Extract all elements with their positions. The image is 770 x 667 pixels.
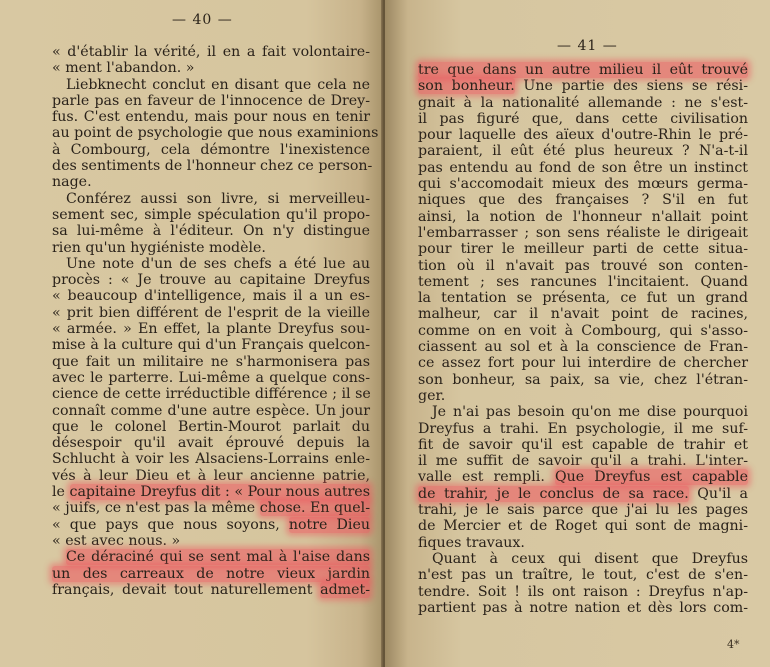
text-line: ce assez fort pour lui interdire de chercher xyxy=(418,355,748,372)
text-line: niques que des françaises ? S'il en fut xyxy=(418,192,748,209)
text-line xyxy=(418,62,748,78)
highlighted-text: chose. En quel- xyxy=(259,500,370,517)
text-line: connaît comme d'une autre espèce. Un jour xyxy=(52,402,370,419)
text-line: à Combourg, cela démontre l'inexistence xyxy=(52,141,370,158)
text-line: « prit bien différent de l'esprit de la vieille xyxy=(52,304,370,321)
text-fragment: Qu'il a xyxy=(688,485,748,502)
text-line xyxy=(52,484,370,500)
text-line: ainsi, la notion de l'honneur n'allait point xyxy=(418,208,748,225)
text-line: tendre. Soit ! ils ont raison : Dreyfus n'ap- xyxy=(418,583,748,600)
text-line: l'embarrasser ; son sens réaliste le dirigeait xyxy=(418,224,748,241)
text-line: gnait à la nationalité allemande : ne s'est- xyxy=(418,94,748,111)
text-line: avec le parterre. Lui-même a quelque cons- xyxy=(52,369,370,386)
highlighted-text: un des carreaux de notre vieux jardin xyxy=(52,565,370,582)
text-line: ciassent au sol et à la conscience de Fran- xyxy=(418,339,748,356)
text-line: « beaucoup d'intelligence, mais il a un es- xyxy=(52,288,370,305)
text-line xyxy=(418,469,748,485)
text-line: Liebknecht conclut en disant que cela ne xyxy=(66,76,370,93)
text-line: malheur, car il n'avait point de racines, xyxy=(418,306,748,323)
text-line xyxy=(52,582,370,598)
text-line xyxy=(52,500,370,516)
highlighted-text: tre que dans un autre milieu il eût trouvé xyxy=(418,62,748,78)
text-line: il me suffit de savoir qu'il a trahi. L'inter- xyxy=(418,453,748,470)
text-line: procès : « Je trouve au capitaine Dreyfus xyxy=(52,272,370,289)
text-line: pas entendu au fond de son être un instinct xyxy=(418,159,748,176)
text-line: de Mercier et de Roget qui sont de magni- xyxy=(418,518,748,535)
text-line: fus. C'est entendu, mais pour nous en tenir xyxy=(52,109,370,126)
text-line: que le colonel Bertin-Mourot parlait du xyxy=(52,418,370,435)
text-line: « armée. » En effet, la plante Dreyfus sou- xyxy=(52,321,370,338)
text-line: tion où il n'avait pas trouvé son conten- xyxy=(418,257,748,274)
text-line: rien qu'un hygiéniste modèle. xyxy=(52,239,266,256)
text-line: ger. xyxy=(418,387,446,404)
text-line: Schlucht à voir les Alsaciens-Lorrains enle- xyxy=(52,451,370,468)
text-line: n'est pas un traître, le tout, c'est de s'en- xyxy=(418,567,748,584)
text-line: tement ; ses rancunes l'incitaient. Quand xyxy=(418,273,748,290)
text-line xyxy=(52,533,370,549)
text-line: la tentation se présenta, ce fut un grand xyxy=(418,290,748,307)
text-line: qui s'accomodait mieux des mœurs germa- xyxy=(418,176,748,193)
text-line: « ment l'abandon. » xyxy=(52,60,195,77)
text-line: nage. xyxy=(52,174,92,191)
text-line: fit de savoir qu'il est capable de trahir et xyxy=(418,436,748,453)
text-line: son bonheur, sa paix, sa vie, chez l'étran- xyxy=(418,371,748,388)
highlighted-text: Ce déraciné qui se sent mal à l'aise dans xyxy=(66,549,370,566)
signature-mark: 4* xyxy=(727,638,740,651)
text-fragment: valle est rempli. xyxy=(418,469,555,486)
text-line: au point de psychologie que nous examinions xyxy=(52,125,379,142)
text-line: mise à la culture qui d'un Français quelcon- xyxy=(52,337,370,354)
text-line: parle pas en faveur de l'innocence de Drey- xyxy=(52,92,370,109)
text-line: il pas figuré que, dans cette civilisation xyxy=(418,110,748,127)
highlighted-text: de trahir, je le conclus de sa race. xyxy=(418,485,689,502)
right-page-text xyxy=(418,62,748,616)
text-line: Dreyfus a trahi. En psychologie, il me suf- xyxy=(418,420,748,437)
left-page-text xyxy=(52,44,379,598)
text-line: partient pas à notre nation et dès lors com- xyxy=(418,599,748,616)
text-line: des sentiments de l'honneur chez ce person- xyxy=(52,158,373,175)
text-line xyxy=(418,486,748,502)
text-line: cience de cette irréductible différence ; il se xyxy=(52,386,371,403)
text-line: désespoir qu'il avait éprouvé depuis la xyxy=(52,435,370,452)
text-fragment: « que pays que nous soyons, xyxy=(52,516,289,533)
page-number: — 40 — xyxy=(172,12,233,28)
highlighted-text: admet- xyxy=(320,581,370,598)
text-line: Conférez aussi son livre, si merveilleu- xyxy=(66,190,370,207)
text-line: Je n'ai pas besoin qu'on me dise pourquoi xyxy=(432,404,748,421)
text-line: pour tirer le meilleur parti de cette situa- xyxy=(418,241,748,258)
text-line: vés à leur Dieu et à leur ancienne patrie, xyxy=(52,467,370,484)
text-line: sa lui-même à l'éditeur. On n'y distingue xyxy=(52,223,370,240)
text-line xyxy=(418,78,748,94)
text-line: « d'établir la vérité, il en a fait volontaire- xyxy=(52,44,370,60)
text-line: paraient, il eût été plus heureux ? N'a-t-il xyxy=(418,143,748,160)
text-line: que fait un militaire ne s'harmonisera pas xyxy=(52,353,370,370)
text-line: Une note d'un de ses chefs a été lue au xyxy=(66,255,370,272)
highlighted-text: capitaine Dreyfus dit : « Pour nous autres xyxy=(69,484,370,501)
left-page xyxy=(0,0,383,667)
text-fragment: Une partie des siens se rési- xyxy=(514,78,748,95)
right-page xyxy=(385,0,770,667)
text-line: Quant à ceux qui disent que Dreyfus xyxy=(432,550,748,567)
page-number: — 41 — xyxy=(557,38,618,54)
text-line xyxy=(52,517,370,533)
highlighted-text: Que Dreyfus est capable xyxy=(554,469,748,486)
text-line: pour laquelle des aïeux d'outre-Rhin le pré- xyxy=(418,127,748,144)
text-line: fiques travaux. xyxy=(418,534,525,551)
text-line xyxy=(52,549,370,565)
text-line: sement sec, simple spéculation qu'il propo- xyxy=(52,206,370,223)
text-fragment: le xyxy=(52,484,70,501)
text-line: trahi, je le sais parce que j'ai lu les pages xyxy=(418,502,748,519)
highlighted-text: notre Dieu xyxy=(288,516,370,533)
text-line xyxy=(52,566,370,582)
text-fragment: « est avec nous. » xyxy=(52,532,181,549)
text-fragment: « juifs, ce n'est pas la même xyxy=(52,500,260,517)
highlighted-text: son bonheur. xyxy=(418,78,515,95)
text-line: comme on en voit à Combourg, qui s'asso- xyxy=(418,322,748,339)
text-fragment: français, devait tout naturellement xyxy=(52,581,321,598)
